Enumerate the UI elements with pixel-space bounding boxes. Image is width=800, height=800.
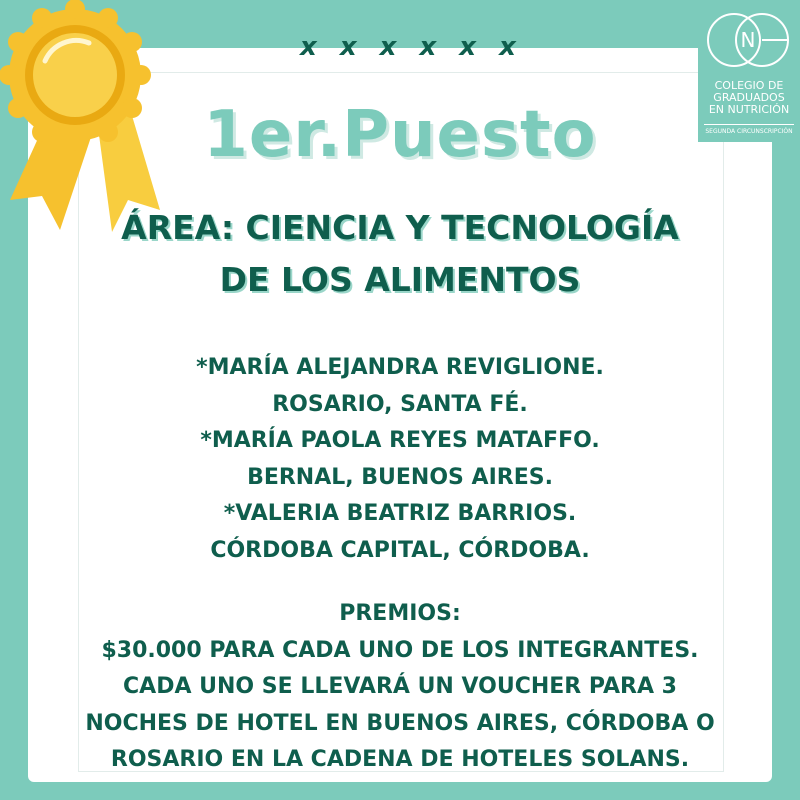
winner-place: CÓRDOBA CAPITAL, CÓRDOBA. [210,537,590,563]
winner-name: *VALERIA BEATRIZ BARRIOS. [223,501,577,526]
logo-line-2: GRADUADOS [713,91,785,104]
area-line-2: DE LOS ALIMENTOS [219,260,581,299]
winner-place: BERNAL, BUENOS AIRES. [247,464,553,490]
area-line-1: ÁREA: CIENCIA Y TECNOLOGÍA [121,208,679,247]
winners-list [0,350,800,569]
logo-subtitle: SEGUNDA CIRCUNSCRIPCIÓN [705,128,793,135]
area-heading [0,202,800,306]
winner-name: *MARÍA ALEJANDRA REVIGLIONE. [196,355,604,380]
logo-line-1: COLEGIO DE [714,79,784,92]
logo-line-3: EN NUTRICIÓN [708,103,790,116]
logo-letter: N [740,28,756,52]
decorative-x-marks: x x x x x x [300,32,523,62]
prize-line: ROSARIO EN LA CADENA DE HOTELES SOLANS. [110,747,690,772]
prize-line: NOCHES DE HOTEL EN BUENOS AIRES, CÓRDOBA O [85,710,715,736]
prize-line: $30.000 PARA CADA UNO DE LOS INTEGRANTES. [101,637,699,663]
prize-line: CADA UNO SE LLEVARÁ UN VOUCHER PARA 3 [123,674,677,699]
winner-place: ROSARIO, SANTA FÉ. [272,391,528,417]
logo-monogram-icon [704,2,794,78]
prizes-heading: PREMIOS: [339,601,461,626]
page-title: 1er.Puesto [203,98,597,172]
prizes-section [0,596,800,779]
winner-name: *MARÍA PAOLA REYES MATAFFO. [200,428,600,453]
